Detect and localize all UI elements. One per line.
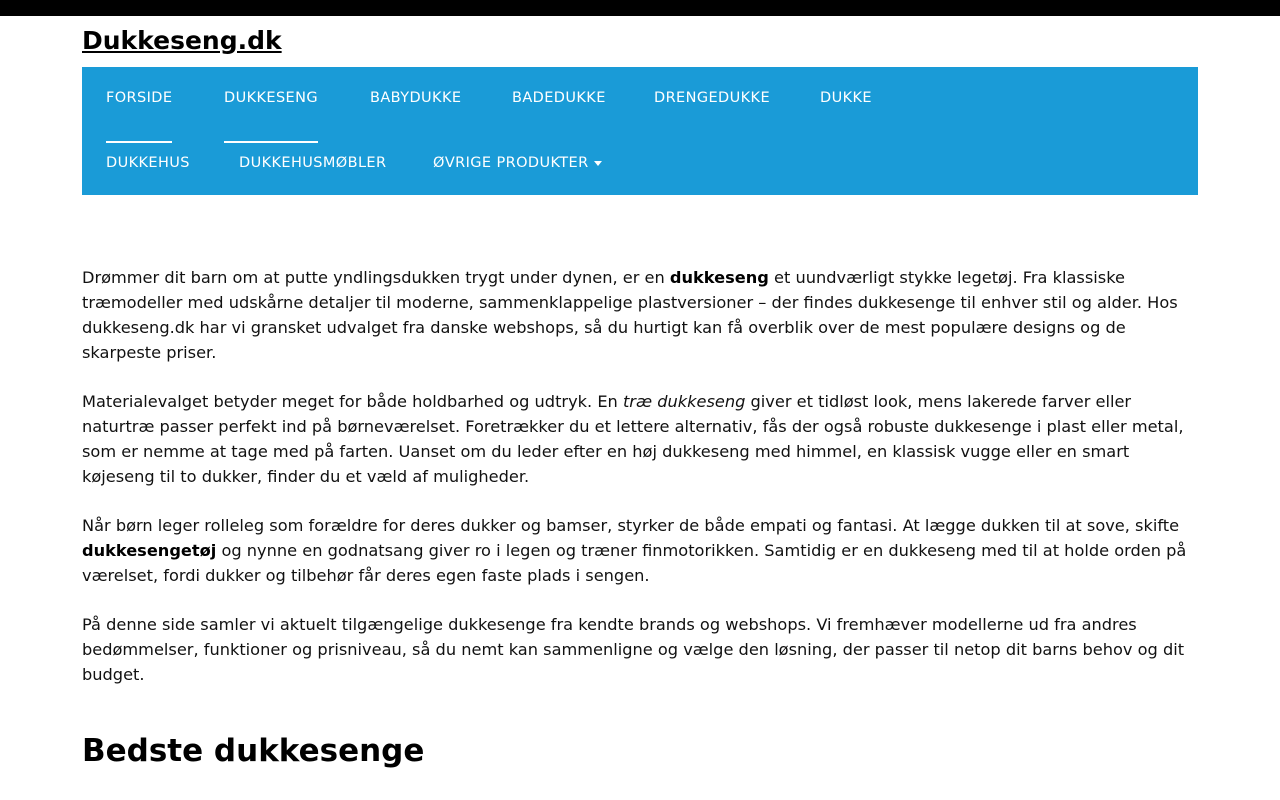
nav-item-ovrige-produkter-label: ØVRIGE PRODUKTER: [433, 155, 589, 171]
nav-item-babydukke[interactable]: BABYDUKKE: [370, 90, 462, 106]
top-bar: [0, 0, 1280, 16]
intro-paragraph-1: Drømmer dit barn om at putte yndlingsdukken trygt under dynen, er en dukkeseng et uundværligt stykke legetøj. Fra klassiske træmodeller med udskårne detaljer til moderne, sammenklappelige plastversioner – der findes dukkesenge til enhver stil og alder. Hos dukkeseng.dk har vi gransket udvalget fra danske webshops, så du hurtigt kan få overblik over de mest populære designs og de skarpeste priser.: [82, 268, 1178, 362]
intro-paragraph-2: Materialevalget betyder meget for både holdbarhed og udtryk. En træ dukkeseng giver et tidløst look, mens lakerede farver eller naturtræ passer perfekt ind på børneværelset. Foretrækker du et lettere alternativ, fås der også robuste dukkesenge i plast eller metal, som er nemme at tage med på farten. Uanset om du leder efter en høj dukkeseng med himmel, en klassisk vugge eller en smart køjeseng til to dukker, finder du et væld af muligheder.: [82, 392, 1184, 486]
nav-item-drengedukke[interactable]: DRENGEDUKKE: [654, 90, 771, 106]
intro-paragraph-3: Når børn leger rolleleg som forældre for deres dukker og bamser, styrker de både empati og fantasi. At lægge dukken til at sove, skifte dukkesengetøj og nynne en godnatsang giver ro i legen og træner finmotorikken. Samtidig er en dukkeseng med til at holde orden på værelset, fordi dukker og tilbehør får deres egen faste plads i sengen.: [82, 516, 1187, 585]
keyword-dukkeseng: dukkeseng: [669, 268, 769, 287]
keyword-dukkesengetoj: dukkesengetøj: [82, 541, 217, 560]
nav-item-dukkehusmobler[interactable]: DUKKEHUSMØBLER: [239, 155, 387, 171]
main-navigation: [82, 67, 1198, 195]
nav-item-ovrige-produkter[interactable]: [433, 153, 602, 173]
intro-paragraph-4: På denne side samler vi aktuelt tilgængelige dukkesenge fra kendte brands og webshops. Vi fremhæver modellerne ud fra andres bedømmelser, funktioner og prisniveau, så du nemt kan sammenligne og vælge den løsning, der passer til netop dit barns behov og dit budget.: [82, 615, 1185, 684]
section-heading-bedste-dukkesenge: Bedste dukkesenge: [82, 733, 425, 769]
nav-item-forside[interactable]: FORSIDE: [106, 90, 173, 106]
nav-item-dukke[interactable]: DUKKE: [820, 90, 872, 106]
nav-item-badedukke[interactable]: BADEDUKKE: [512, 90, 606, 106]
intro-content: [82, 265, 1202, 711]
nav-item-dukkeseng[interactable]: DUKKESENG: [224, 90, 319, 106]
site-logo-link[interactable]: Dukkeseng.dk: [82, 26, 282, 55]
nav-item-dukkehus[interactable]: DUKKEHUS: [106, 155, 190, 171]
caret-down-icon: [594, 161, 602, 166]
keyword-trae-dukkeseng: træ dukkeseng: [622, 392, 746, 411]
